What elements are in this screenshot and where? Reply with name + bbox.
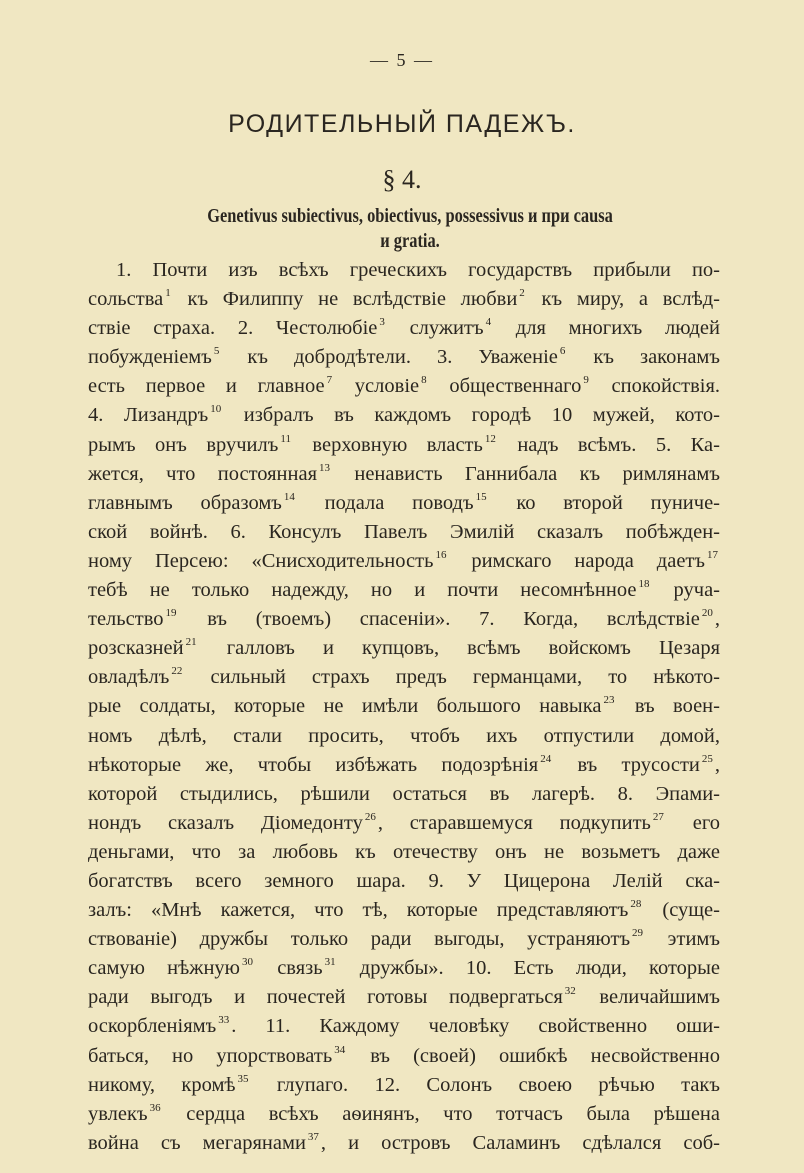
text-segment: дружбы». 10. Есть люди, которые [337,957,721,980]
text-line [88,1042,720,1071]
footnote-marker: 25 [701,752,713,765]
text-segment: розсказней [88,637,184,660]
section-subtitle [180,204,639,254]
text-segment: въ трусости [553,753,700,776]
text-segment: въ (своей) ошибкѣ несвойственно [347,1044,720,1067]
section-number: § 4. [382,165,422,194]
footnote-marker: 21 [185,636,197,649]
footnote-marker: 3 [379,316,385,329]
text-line [88,896,720,925]
text-segment: къ законамъ [567,346,720,369]
text-segment: къ миру, а вслѣд- [526,288,720,311]
footnote-marker: 13 [319,461,331,474]
text-segment: ствованіе) дружбы только ради выгоды, устраняютъ [88,928,631,951]
subtitle-line: Genetivus subiectivus, obiectivus, possessivus и при causa [207,205,613,227]
text-segment: рые солдаты, которые не имѣли большого навыка [88,695,602,718]
text-segment: баться, но упорствовать [88,1044,333,1067]
footnote-marker: 22 [171,665,183,678]
text-segment: залъ: «Мнѣ кажется, что тѣ, которые представляютъ [88,899,629,922]
footnote-marker: 33 [218,1014,230,1027]
text-segment: 4. Лизандръ [88,404,209,427]
footnote-marker: 28 [630,898,642,911]
text-segment: глупаго. 12. Солонъ своею рѣчью такъ [250,1073,720,1096]
footnote-marker: 26 [364,810,376,823]
text-line [88,983,720,1012]
text-line [88,285,720,314]
text-line [88,605,720,634]
text-segment: ному Персею: «Снисходительность [88,549,434,572]
text-segment: главнымъ образомъ [88,491,282,514]
text-segment: ко второй пуниче- [488,491,720,514]
footnote-marker: 14 [283,490,295,503]
text-line [88,1100,720,1129]
text-segment: величайшимъ [577,986,720,1009]
text-segment: война съ мегарянами [88,1131,306,1154]
text-segment: нѣкоторые же, чтобы избѣжать подозрѣнія [88,753,539,776]
text-line [88,460,720,489]
footnote-marker: 6 [559,345,566,358]
text-segment: ствіе страха. 2. Честолюбіе [88,317,378,340]
footnote-marker: 17 [706,548,718,561]
text-line [88,838,720,867]
footnote-marker: 9 [583,374,589,387]
footnote-marker: 36 [149,1101,161,1114]
text-segment: къ Филиппу не вслѣдствіе любви [172,288,518,311]
text-line [88,1012,720,1041]
text-segment: сильный страхъ предъ германцами, то нѣкото- [184,666,720,689]
subtitle-line: и gratia. [380,230,440,252]
text-segment: увлекъ [88,1102,148,1125]
footnote-marker: 20 [701,607,713,620]
text-segment: этимъ [645,928,720,951]
text-segment: , и островъ Саламинъ сдѣлался соб- [320,1131,720,1154]
text-segment: , старавшемуся подкупить [377,811,651,834]
text-segment: надъ всѣмъ. 5. Ка- [497,433,720,456]
text-segment: ненависть Ганнибала къ римлянамъ [332,462,720,485]
footnote-marker: 18 [638,578,650,591]
footnote-marker: 5 [213,345,220,358]
text-segment: жется, что постоянная [88,462,318,485]
text-segment: избралъ въ каждомъ городѣ 10 мужей, кото- [223,404,720,427]
chapter-title: РОДИТЕЛЬНЫЙ ПАДЕЖЪ. [228,110,576,138]
text-line [88,722,720,751]
footnote-marker: 11 [280,432,291,445]
text-segment: условіе [334,375,420,398]
text-segment: деньгами, что за любовь къ отечеству онъ не возьметъ даже [88,840,720,863]
text-line [88,1071,720,1100]
text-line [88,954,720,983]
text-segment: спокойствія. [590,375,721,398]
text-line [88,518,720,547]
page-number: — 5 — [370,50,434,70]
text-segment: его [665,811,720,834]
footnote-marker: 8 [421,374,427,387]
text-segment: , [714,753,720,776]
text-line [88,663,720,692]
text-segment: въ (твоемъ) спасеніи». 7. Когда, вслѣдствіе [178,608,700,631]
text-segment: ради выгодъ и почестей готовы подвергаться [88,986,563,1009]
text-line [88,576,720,605]
text-segment: есть первое и главное [88,375,325,398]
text-segment: побужденіемъ [88,346,212,369]
text-segment: самую нѣжную [88,957,240,980]
text-line [88,314,720,343]
text-segment: (суще- [643,899,720,922]
body-text [88,256,720,1158]
text-line [88,634,720,663]
text-segment: , [714,608,720,631]
text-line [88,692,720,721]
text-segment: въ воен- [616,695,720,718]
text-segment: оскорбленіямъ [88,1015,217,1038]
footnote-marker: 37 [307,1130,319,1143]
text-segment: руча- [651,579,720,602]
text-line [88,867,720,896]
text-segment: рымъ онъ вручилъ [88,433,279,456]
text-segment: подала поводъ [296,491,474,514]
text-segment: никому, кромѣ [88,1073,236,1096]
text-segment: овладѣлъ [88,666,170,689]
text-segment: богатствъ всего земного шара. 9. У Цицерона Лелій ска- [88,869,720,892]
text-segment: общественнаго [428,375,582,398]
footnote-marker: 32 [564,985,576,998]
text-line [88,343,720,372]
footnote-marker: 24 [540,752,552,765]
text-line [88,256,720,285]
footnote-marker: 31 [324,956,336,969]
text-segment: связь [255,957,323,980]
text-segment: къ добродѣтели. 3. Уваженіе [221,346,558,369]
footnote-marker: 15 [475,490,487,503]
footnote-marker: 16 [435,548,447,561]
text-segment: для многихъ людей [493,317,720,340]
text-line [88,431,720,460]
text-line [88,547,720,576]
text-segment: сердца всѣхъ аѳинянъ, что тотчасъ была рѣшена [162,1102,720,1125]
footnote-marker: 19 [165,607,177,620]
text-segment: служитъ [386,317,484,340]
text-line [88,780,720,809]
text-segment: сольства [88,288,164,311]
footnote-marker: 23 [603,694,615,707]
footnote-marker: 29 [632,927,644,940]
text-segment: номъ дѣлѣ, стали просить, чтобъ ихъ отпустили домой, [88,724,720,747]
footnote-marker: 27 [652,810,664,823]
footnote-marker: 30 [242,956,253,969]
text-line [88,489,720,518]
text-segment: которой стыдились, рѣшили остаться въ лагерѣ. 8. Эпами- [88,782,720,805]
footnote-marker: 1 [165,287,171,300]
footnote-marker: 34 [334,1043,346,1056]
text-segment: тельство [88,608,164,631]
text-segment: . 11. Каждому человѣку свойственно оши- [231,1015,720,1038]
text-line [88,1129,720,1158]
footnote-marker: 2 [519,287,525,300]
footnote-marker: 4 [485,316,492,329]
text-line [88,372,720,401]
text-line [88,809,720,838]
text-segment: 1. Почти изъ всѣхъ греческихъ государствъ прибыли по- [116,259,720,281]
footnote-marker: 7 [326,374,333,387]
text-segment: ской войнѣ. 6. Консулъ Павелъ Эмилій сказалъ побѣжден- [88,520,720,543]
text-segment: тебѣ не только надежду, но и почти несомнѣнное [88,579,637,602]
footnote-marker: 35 [237,1072,249,1085]
text-segment: нондъ сказалъ Діомедонту [88,811,363,834]
footnote-marker: 12 [484,432,496,445]
footnote-marker: 10 [210,403,222,416]
text-line [88,925,720,954]
text-segment: верховную власть [292,433,483,456]
text-segment: римскаго народа даетъ [448,549,705,572]
text-line [88,751,720,780]
text-segment: галловъ и купцовъ, всѣмъ войскомъ Цезаря [198,637,720,660]
text-line [88,401,720,430]
